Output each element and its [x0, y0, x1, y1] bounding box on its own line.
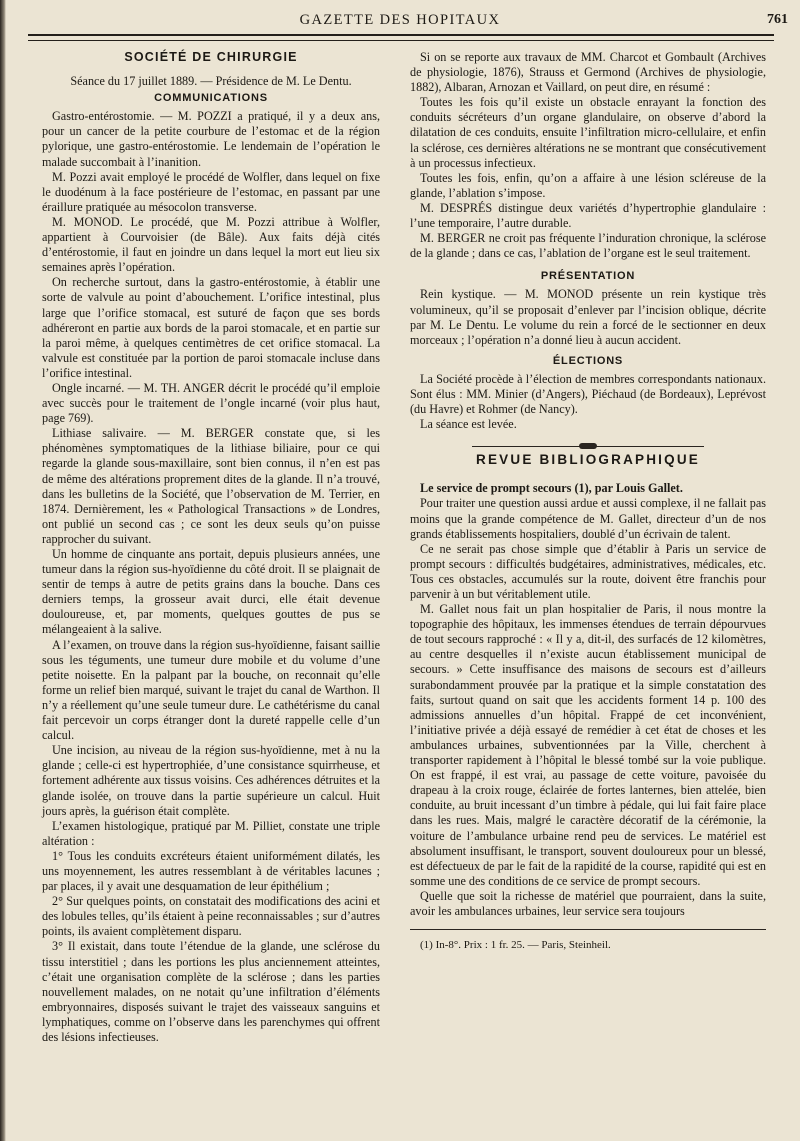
paragraph: Un homme de cinquante ans portait, depuis plusieurs années, une tumeur dans la région sus-hyoïdienne du côté droit. Il se plaignait de sentir de temps à autre de petits grains dans la bouche. Dans ces derniers temps, la grosseur avait durci, elle était devenue douloureuse, et, par moments, quelques gouttes de pus se mélangeaient à la salive.	[42, 547, 380, 637]
paragraph: M. MONOD. Le procédé, que M. Pozzi attribue à Wolfler, appartient à Courvoisier (de Bâle). Aux faits déjà cités d’entérostomie, il faut en joindre un dans lequel la mort eut lieu six semaines après l’opération.	[42, 214, 380, 275]
paragraph: Si on se reporte aux travaux de MM. Charcot et Gombault (Archives de physiologie, 1876), Strauss et Germond (Archives de physiologie, 1882), Albaran, Arnozan et Vaillard, on peut dire, en résumé :	[410, 50, 766, 95]
paragraph: M. DESPRÉS distingue deux variétés d’hypertrophie glandulaire : l’une temporaire, l’autre durable.	[410, 200, 766, 231]
paragraph: La Société procède à l’élection de membres correspondants nationaux. Sont élus : MM. Minier (d’Angers), Piéchaud (de Bordeaux), Leprévost (du Havre) et Rohmer (de Nancy).	[410, 371, 766, 417]
footnote: (1) In-8°. Prix : 1 fr. 25. — Paris, Steinheil.	[420, 939, 611, 952]
paragraph: A l’examen, on trouve dans la région sus-hyoïdienne, faisant saillie sous les téguments, une tumeur dure mobile et du volume d’une petite noisette. En la palpant par la bouche, on reconnait qu’elle forme un relief bien marqué, suivant le trajet du canal de Warthon. Il n’y a réellement qu’une seule tumeur dure. Le cathétérisme du canal fait percevoir un corps étranger dont la dureté rappelle celle d’un calcul.	[42, 637, 380, 743]
paragraph: On recherche surtout, dans la gastro-entérostomie, à établir une sorte de valvule au point d’abouchement. L’orifice intestinal, plus large que l’orifice stomacal, est suturé de façon que ses bords adhéreront en partie aux bords de la paroi stomacale, et en partie sur la paroi même, à quelques centimètres de cet orifice stomacal. La valvule est constituée par la portion de paroi stomacale incluse dans l’orifice intestinal.	[42, 275, 380, 380]
paragraph: Rein kystique. — M. MONOD présente un rein kystique très volumineux, qu’il se proposait d’enlever par l’incision oblique, décrite par M. Le Dentu. Le volume du rein a forcé de le sectionner en deux morceaux ; l’opération n’a donné lieu à aucun accident.	[410, 287, 766, 347]
footnote-rule	[410, 929, 766, 930]
review-title: REVUE BIBLIOGRAPHIQUE	[476, 452, 700, 468]
paragraph: Une incision, au niveau de la région sus-hyoïdienne, met à nu la glande ; celle-ci est hypertrophiée, d’une consistance squirrheuse, et fortement adhérente aux tissus voisins. Ces adhérences détruites et la glande isolée, on trouve dans la partie supérieure un calcul. Huit jours après, la guérison était complète.	[42, 743, 380, 818]
paragraph: Lithiase salivaire. — M. BERGER constate que, si les phénomènes symptomatiques de la lithiase biliaire, pour ce qui regarde la glande sous-maxillaire, sont bien connus, il n’en est pas de même des altérations proprement dites de la glande. Il n’a trouvé, dans les bulletins de la Société, que l’observation de M. Terrier, en 1874. Dernièrement, les « Pathological Transactions » de Londres, ont publié un second cas ; ce sont les deux seuls qu’on puisse rapprocher du suivant.	[42, 426, 380, 546]
paragraph: Toutes les fois qu’il existe un obstacle enrayant la fonction des conduits sécréteurs d’un organe glandulaire, on observe d’abord la dilatation de ces conduits, ensuite l’infiltration micro-cellulaire, et enfin la sclérose, ces dernières altérations ne se montrant que consécutivement à un processus infectieux.	[410, 95, 766, 170]
paragraph: Gastro-entérostomie. — M. POZZI a pratiqué, il y a deux ans, pour un cancer de la petite courbure de l’estomac et de la région pylorique, une gastro-entérostomie. Le lendemain de l’opération le malade succombait à l’inanition.	[42, 109, 380, 169]
paragraph: 1° Tous les conduits excréteurs étaient uniformément dilatés, les uns moyennement, les autres ressemblant à de véritables lacunes ; par places, il y avait une desquamation de leur épithélium ;	[42, 848, 380, 894]
elections-title: ÉLECTIONS	[552, 354, 624, 367]
paragraph: Quelle que soit la richesse de matériel que pourraient, dans la suite, avoir les ambulances urbaines, leur service sera toujours	[410, 888, 766, 918]
presentation-title: PRÉSENTATION	[540, 270, 636, 283]
section-title-societe: SOCIÉTÉ DE CHIRURGIE	[124, 50, 298, 64]
communications-title: COMMUNICATIONS	[154, 92, 268, 105]
left-column	[42, 50, 380, 1045]
paragraph: L’examen histologique, pratiqué par M. Pilliet, constate une triple altération :	[42, 818, 380, 848]
paragraph: 2° Sur quelques points, on constatait des modifications des acini et des lobules telles, qu’ils étaient à peine reconnaissables ; sur d’autres points, ils avaient complètement disparu.	[42, 894, 380, 939]
paragraph: Pour traiter une question aussi ardue et aussi complexe, il ne fallait pas moins que la grande compétence de M. Gallet, directeur d’un de nos grands établissements hospitaliers, doublé d’un écrivain de talent.	[410, 496, 766, 541]
paragraph: Ongle incarné. — M. TH. ANGER décrit le procédé qu’il emploie avec succès pour le traitement de l’ongle incarné (voir plus haut, page 769).	[42, 380, 380, 426]
closing-line: La séance est levée.	[420, 417, 517, 432]
paragraph: 3° Il existait, dans toute l’étendue de la glande, une sclérose du tissu interstitiel ; dans les portions les plus anciennement atteintes, c’était une organisation complète de la sclérose ; dans les parties nouvellement malades, on ne notait qu’une infiltration d’éléments embryonnaires, disposés suivant le trajet des vaisseaux sanguins et lymphatiques, comme on l’observe dans les parenchymes qui offrent des lésions infectieuses.	[42, 939, 380, 1044]
running-header	[0, 6, 800, 32]
page-number: 761	[767, 12, 788, 27]
review-book-title: Le service de prompt secours (1), par Louis Gallet.	[420, 481, 683, 496]
page-binding-edge	[0, 0, 6, 1141]
running-title: GAZETTE DES HOPITAUX	[299, 12, 501, 28]
paragraph: Toutes les fois, enfin, qu’on a affaire à une lésion scléreuse de la glande, l’ablation s’impose.	[410, 170, 766, 200]
session-line: Séance du 17 juillet 1889. — Présidence de M. Le Dentu.	[70, 74, 352, 89]
paragraph: M. BERGER ne croit pas fréquente l’induration chronique, la sclérose de la glande ; dans ce cas, l’ablation de l’organe est le seul traitement.	[410, 231, 766, 261]
paragraph: M. Gallet nous fait un plan hospitalier de Paris, il nous montre la topographie des hôpitaux, les immenses étendues de terrain dépourvues de tout secours rapproché : « Il y a, dit-il, des surfacés de 12 kilomètres, au centre desquelles il n’existe aucun établissement municipal de secours. » Cette insuffisance des maisons de secours est d’ailleurs surabondamment prouvée par la pratique et la simple constatation des faits, surtout quand on sait que les accidents forment 14 p. 100 des admissions annuelles d’un hôpital. Frappé de cet inconvénient, l’initiative privée a déjà essayé de remédier à cet état de choses et les ambulances urbaines, subventionnées par la Ville, cherchent à transporter rapidement à l’hôpital le blessé tombé sur la voie publique. On est frappé, il est vrai, au passage de cette voiture, pavoisée du drapeau à la croix rouge, éclairée de fortes lanternes, bien attelée, bien conduite, au bruit incessant d’un timbre à pédale, qui lui fait faire place dans les rues. Mais, malgré le caractère décoratif de la cérémonie, la voiture de l’ambulance urbaine rend peu de services. Le matériel est absolument insuffisant, le transport, souvent douloureux pour un blessé, est défectueux de par le fait de la rapidité de la course, rapidité qui est en somme une des conditions de ce service de prompt secours.	[410, 602, 766, 888]
right-column	[410, 50, 766, 953]
header-rule	[28, 34, 774, 41]
paragraph: M. Pozzi avait employé le procédé de Wolfler, dans lequel on fixe le duodénum à la face postérieure de l’estomac, en passant par une éraillure pratiquée au mésocolon transverse.	[42, 169, 380, 214]
section-divider-ornament	[410, 438, 766, 446]
paragraph: Ce ne serait pas chose simple que d’établir à Paris un service de prompt secours : difficultés budgétaires, administratives, médicales, etc. Tous ces obstacles, accumulés sur la route, doivent être franchis pour parvenir à un but véritablement utile.	[410, 541, 766, 601]
